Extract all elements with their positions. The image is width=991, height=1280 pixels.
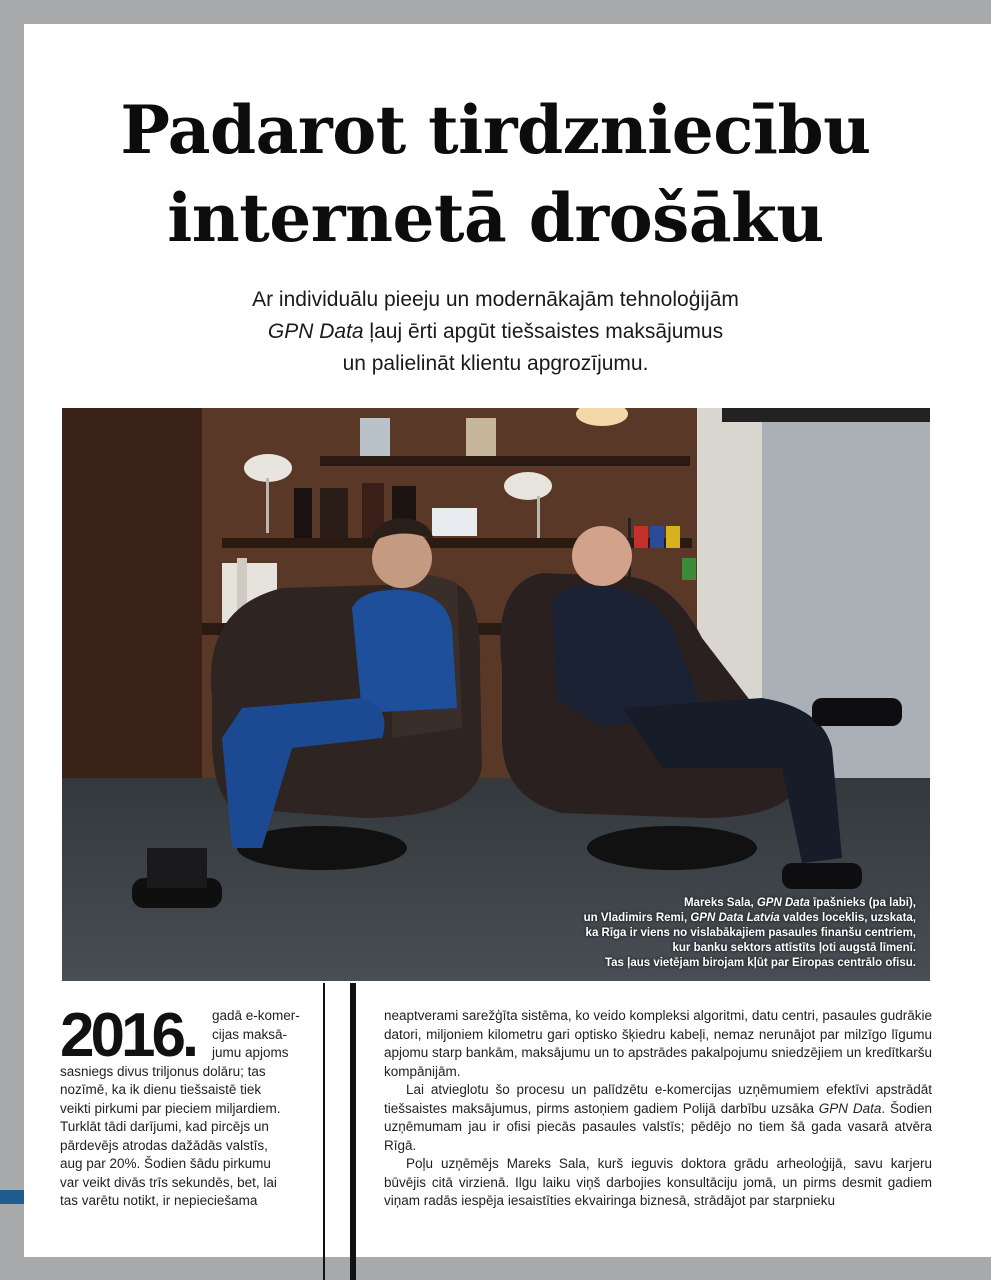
page-edge-marker [0, 1190, 24, 1204]
column-divider-thick [350, 983, 356, 1280]
col1-line: aug par 20%. Šodien šādu pirkumu [60, 1156, 271, 1171]
article-headline [0, 86, 991, 262]
paragraph-1: neaptverami sarežģīta sistēma, ko veido kompleksi algoritmi, datu centri, pasaules gudrākie datori, miljoniem kilometru gari optisko šķiedru kabeļi, nemaz nerunājot par milzīgo līgumu apjomu starp bankām, maksājumu un to apstrādes pakalpojumu sniedzējiem un kredītkaršu kompānijām. [384, 1008, 932, 1079]
lede-line-1: Ar individuālu pieeju un modernākajām tehnoloģijām [252, 288, 739, 311]
caption-text: Mareks Sala, [683, 897, 757, 909]
lede-line-3: un palielināt klientu apgrozījumu. [342, 352, 649, 375]
col1-line: veikti pirkumi par pieciem miljardiem. [60, 1100, 281, 1116]
caption-company-italic: GPN Data [756, 897, 810, 909]
paragraph-2-text: Lai atvieglotu šo procesu un palīdzētu e-komercijas uzņēmumiem efektīvi apstrādāt tiešsaistes maksājumus, pirms astoņiem gadiem Polijā darbību uzsāka [384, 1082, 932, 1116]
dropcap-year: 2016. [60, 1001, 196, 1070]
paragraph-3: Poļu uzņēmējs Mareks Sala, kurš ieguvis doktora grādu arheoloģijā, savu karjeru būvējis citā virzienā. Ilgu laiku viņš darbojies konsultāciju jomā, un pirms desmit gadiem viņam radās iespēja iesaistīties ekvairinga biznesā, strādājot par starpnieku [384, 1156, 932, 1208]
caption-line-5: Tas ļaus vietējam birojam kļūt par Eiropas centrālo ofisu. [604, 957, 916, 969]
lede-line-2 [0, 316, 991, 348]
lede-company-name: GPN Data [267, 320, 364, 343]
col1-line: tas varētu notikt, ir nepieciešama [60, 1193, 258, 1208]
caption-line-3: ka Rīga ir viens no vislabākajiem pasaules finanšu centriem, [585, 927, 916, 939]
article-lede [0, 284, 991, 380]
body-column-2 [384, 1007, 932, 1211]
caption-text: un Vladimirs Remi, [583, 912, 691, 924]
caption-line-2 [396, 911, 916, 926]
caption-company-italic: GPN Data Latvia [690, 912, 780, 924]
caption-text: īpašnieks (pa labi), [809, 897, 916, 909]
headline-line-1: Padarot tirdzniecību [120, 91, 871, 169]
col1-line: cijas maksā- [212, 1026, 288, 1042]
col1-line: var veikt divās trīs sekundēs, bet, lai [60, 1174, 277, 1190]
paragraph-2 [384, 1081, 932, 1155]
lede-line-2-text: ļauj ērti apgūt tiešsaistes maksājumus [363, 320, 724, 343]
caption-line-1 [396, 896, 916, 911]
col1-line: pārdevējs atrodas dažādās valstīs, [60, 1137, 268, 1153]
photo-caption [396, 896, 916, 971]
headline-line-2: internetā drošāku [167, 179, 824, 257]
article-photo [62, 408, 930, 981]
column-divider-thin [323, 983, 325, 1280]
col1-line: nozīmē, ka ik dienu tiešsaistē tiek [60, 1082, 262, 1097]
paragraph-2-text: . Šodien uzņēmumam jau ir ofisi piecās pasaules valstīs; pēdējo no tiem šā gada vasarā atvēra Rīgā. [384, 1100, 933, 1153]
caption-line-4: kur banku sektors attīstīts ļoti augstā līmenī. [672, 942, 916, 954]
col1-line: jumu apjoms [212, 1045, 289, 1060]
caption-text: valdes loceklis, uzskata, [779, 912, 916, 924]
paragraph-2-company-italic: GPN Data [818, 1100, 882, 1116]
body-column-1 [60, 1007, 320, 1211]
col1-line: gadā e-komer- [212, 1008, 300, 1023]
col1-line: sasniegs divus triljonus dolāru; tas [60, 1063, 266, 1079]
col1-line: Turklāt tādi darījumi, kad pircējs un [60, 1119, 269, 1134]
